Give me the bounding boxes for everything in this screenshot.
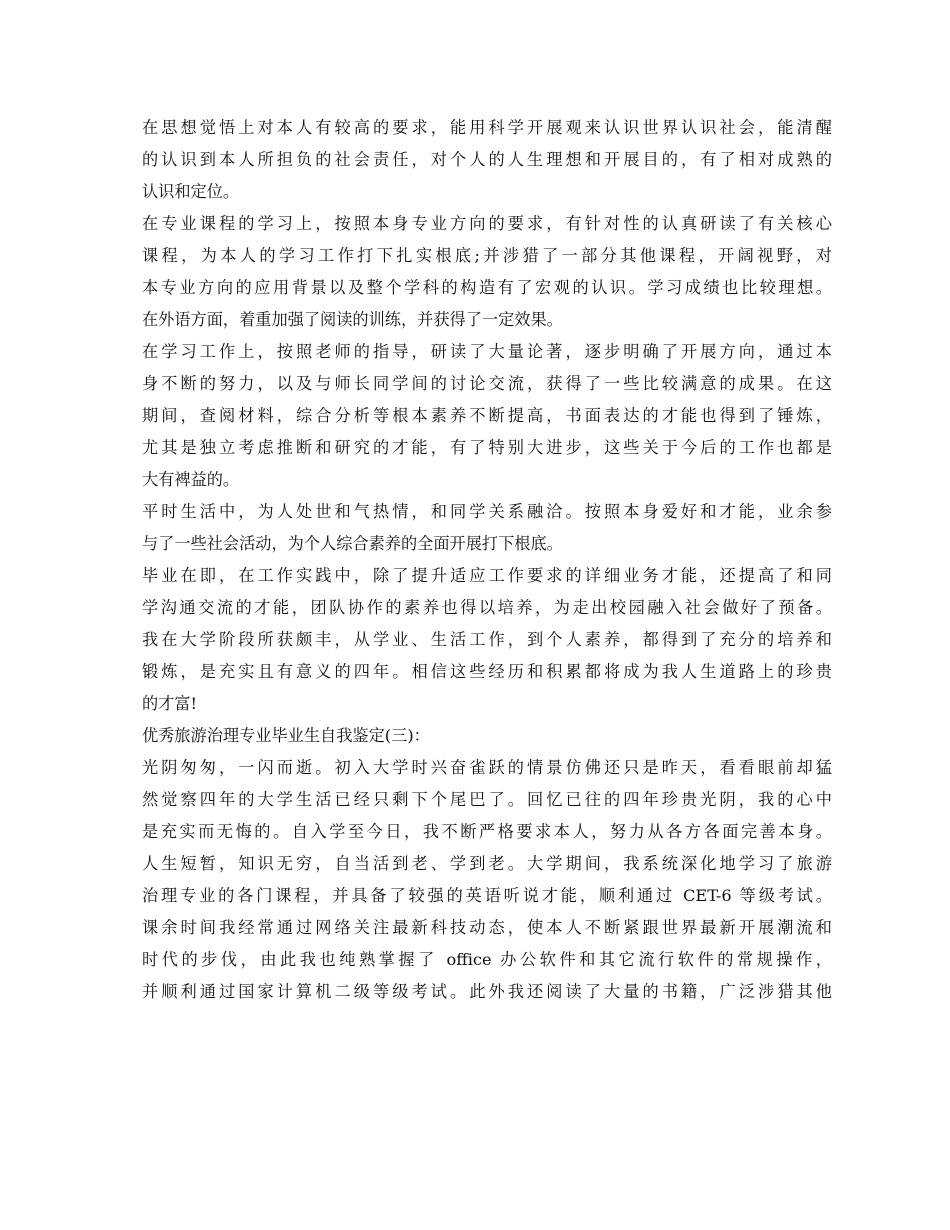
text-line: 在外语方面，着重加强了阅读的训练，并获得了一定效果。 (142, 310, 563, 329)
text-line: 课余时间我经常通过网络关注最新科技动态，使本人不断紧跟世界最新开展潮流和 (142, 918, 832, 937)
text-line: 人生短暂，知识无穷，自当活到老、学到老。大学期间，我系统深化地学习了旅游 (142, 854, 832, 873)
text-line: 平时生活中，为人处世和气热情，和同学关系融洽。按照本身爱好和才能，业余参 (142, 502, 832, 521)
text-line: 在思想觉悟上对本人有较高的要求，能用科学开展观来认识世界认识社会，能清醒 (142, 118, 832, 137)
text-line: 学沟通交流的才能，团队协作的素养也得以培养，为走出校园融入社会做好了预备。 (142, 598, 832, 617)
text-line: 然觉察四年的大学生活已经只剩下个尾巴了。回忆已往的四年珍贵光阴，我的心中 (142, 790, 832, 809)
text-line: 毕业在即，在工作实践中，除了提升适应工作要求的详细业务才能，还提高了和同 (142, 566, 832, 585)
text-line: 期间，查阅材料，综合分析等根本素养不断提高，书面表达的才能也得到了锤炼， (142, 406, 832, 425)
section-heading: 优秀旅游治理专业毕业生自我鉴定(三)： (142, 726, 430, 745)
text-line: 光阴匆匆，一闪而逝。初入大学时兴奋雀跃的情景仿佛还只是昨天，看看眼前却猛 (142, 758, 832, 777)
text-line: 大有裨益的。 (142, 470, 240, 489)
text-line: 我在大学阶段所获颇丰，从学业、生活工作，到个人素养，都得到了充分的培养和 (142, 630, 832, 649)
text-line: 课程，为本人的学习工作打下扎实根底;并涉猎了一部分其他课程，开阔视野，对 (142, 246, 832, 265)
text-line: 尤其是独立考虑推断和研究的才能，有了特别大进步，这些关于今后的工作也都是 (142, 438, 832, 457)
text-line: 的认识到本人所担负的社会责任，对个人的人生理想和开展目的，有了相对成熟的 (142, 150, 832, 169)
text-line: 时代的步伐，由此我也纯熟掌握了 office 办公软件和其它流行软件的常规操作， (142, 950, 832, 969)
text-line: 锻炼，是充实且有意义的四年。相信这些经历和积累都将成为我人生道路上的珍贵 (142, 662, 832, 681)
text-line: 与了一些社会活动，为个人综合素养的全面开展打下根底。 (142, 534, 563, 553)
text-line: 是充实而无悔的。自入学至今日，我不断严格要求本人，努力从各方各面完善本身。 (142, 822, 832, 841)
text-line: 身不断的努力，以及与师长同学间的讨论交流，获得了一些比较满意的成果。在这 (142, 374, 832, 393)
text-line: 在学习工作上，按照老师的指导，研读了大量论著，逐步明确了开展方向，通过本 (142, 342, 832, 361)
document-body (142, 112, 832, 1008)
text-line: 本专业方向的应用背景以及整个学科的构造有了宏观的认识。学习成绩也比较理想。 (142, 278, 832, 297)
text-line: 治理专业的各门课程，并具备了较强的英语听说才能，顺利通过 CET-6 等级考试。 (142, 886, 832, 905)
text-line: 的才富! (142, 694, 198, 713)
text-line: 在专业课程的学习上，按照本身专业方向的要求，有针对性的认真研读了有关核心 (142, 214, 832, 233)
text-line: 认识和定位。 (142, 182, 240, 201)
text-line: 并顺利通过国家计算机二级等级考试。此外我还阅读了大量的书籍，广泛涉猎其他 (142, 982, 832, 1001)
